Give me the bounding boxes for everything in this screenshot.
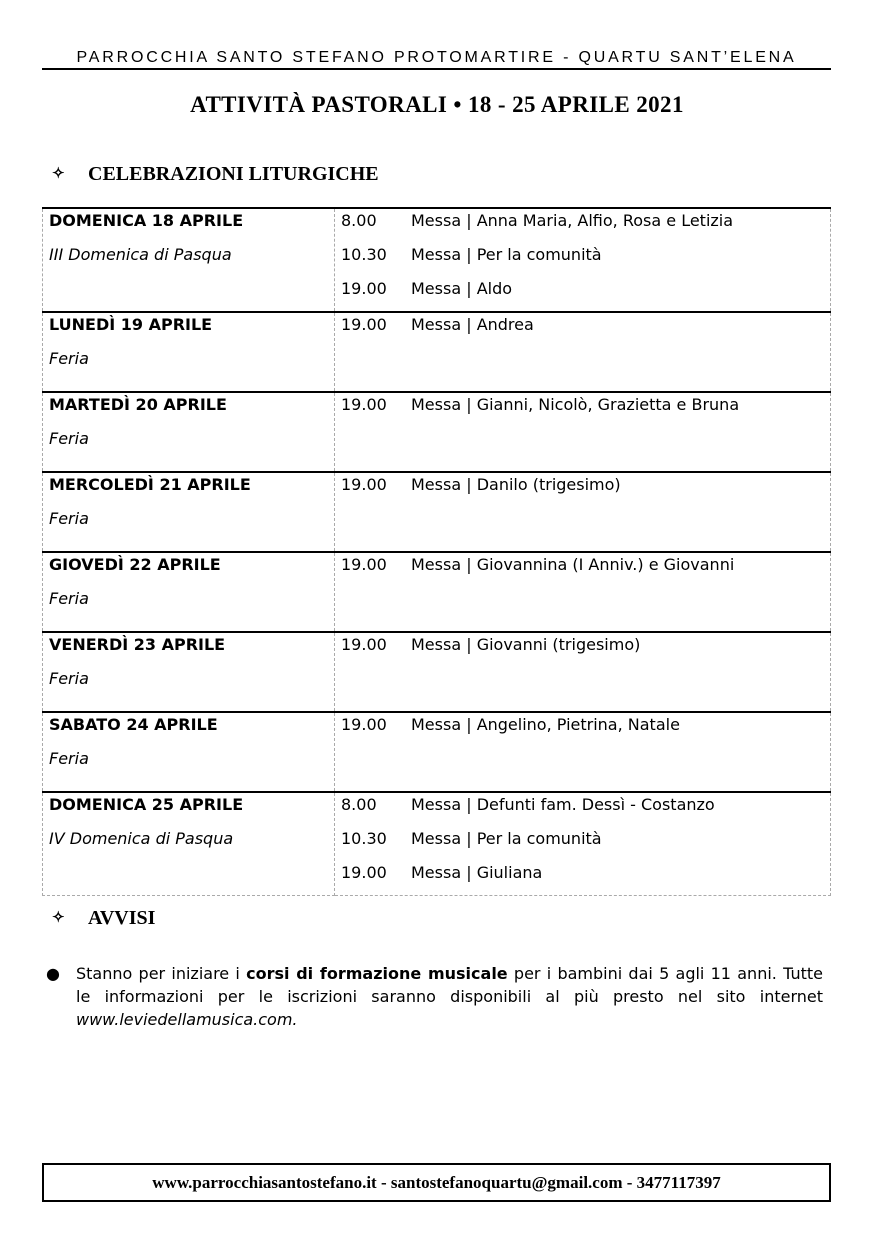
- section-notices: [52, 907, 155, 930]
- section-notices-label: AVVISI: [88, 907, 156, 929]
- mass-cell: [335, 208, 831, 312]
- day-cell: [43, 208, 335, 312]
- mass-intention: Messa | Anna Maria, Alfio, Rosa e Letizia: [411, 211, 734, 230]
- mass-intention: Messa | Angelino, Pietrina, Natale: [411, 715, 680, 734]
- mass-time: 19.00: [341, 715, 387, 734]
- mass-entry: [341, 313, 830, 347]
- celebrations-table: [42, 207, 831, 896]
- mass-time: 19.00: [341, 555, 387, 574]
- mass-intention: Messa | Defunti fam. Dessì - Costanzo: [411, 795, 715, 814]
- mass-time: 19.00: [341, 279, 387, 298]
- mass-intention: Messa | Danilo (trigesimo): [411, 475, 621, 494]
- day-liturgy: IV Domenica di Pasqua: [49, 829, 234, 848]
- notice-text-bold: corsi di formazione musicale: [246, 964, 508, 983]
- section-celebrations: [52, 163, 379, 186]
- mass-time: 8.00: [341, 795, 377, 814]
- mass-time: 19.00: [341, 863, 387, 882]
- mass-intention: Messa | Per la comunità: [411, 829, 602, 848]
- day-cell: [43, 792, 335, 896]
- mass-entry: [341, 827, 830, 861]
- page-title: ATTIVITÀ PASTORALI • 18 - 25 APRILE 2021: [190, 92, 684, 117]
- mass-entry: [341, 277, 830, 311]
- day-cell: [43, 632, 335, 712]
- day-name: VENERDÌ 23 APRILE: [49, 635, 226, 654]
- mass-entry: [341, 243, 830, 277]
- day-cell: [43, 312, 335, 392]
- notice-text-before: Stanno per iniziare i: [76, 964, 247, 983]
- section-celebrations-label: CELEBRAZIONI LITURGICHE: [88, 163, 379, 185]
- mass-cell: [335, 552, 831, 632]
- mass-time: 8.00: [341, 211, 377, 230]
- mass-time: 19.00: [341, 315, 387, 334]
- notice-link[interactable]: www.leviedellamusica.com.: [76, 1010, 298, 1029]
- mass-intention: Messa | Gianni, Nicolò, Grazietta e Bruna: [411, 395, 740, 414]
- mass-cell: [335, 312, 831, 392]
- day-liturgy: Feria: [49, 509, 89, 528]
- bullet-dot-icon: ●: [46, 964, 60, 983]
- parish-header: PARROCCHIA SANTO STEFANO PROTOMARTIRE - QUARTU SANT’ELENA: [42, 48, 831, 70]
- day-name: SABATO 24 APRILE: [49, 715, 218, 734]
- day-name: LUNEDÌ 19 APRILE: [49, 315, 213, 334]
- contact-footer: www.parrocchiasantostefano.it - santostefanoquartu@gmail.com - 3477117397: [42, 1163, 831, 1202]
- mass-cell: [335, 392, 831, 472]
- day-name: DOMENICA 18 APRILE: [49, 211, 244, 230]
- notice-item: [76, 962, 823, 1031]
- day-liturgy: Feria: [49, 749, 89, 768]
- day-liturgy: Feria: [49, 349, 89, 368]
- mass-entry: [341, 793, 830, 827]
- mass-intention: Messa | Giovanni (trigesimo): [411, 635, 641, 654]
- mass-entry: [341, 553, 830, 587]
- day-row: [43, 208, 831, 312]
- day-row: [43, 312, 831, 392]
- mass-time: 19.00: [341, 395, 387, 414]
- day-cell: [43, 392, 335, 472]
- day-row: [43, 552, 831, 632]
- notice-text-after: per i bambini dai 5 agli 11 anni. Tutte le informazioni per le iscrizioni saranno disponibili al più presto nel sito internet: [76, 964, 823, 1006]
- mass-cell: [335, 712, 831, 792]
- mass-intention: Messa | Andrea: [411, 315, 534, 334]
- mass-cell: [335, 472, 831, 552]
- day-row: [43, 632, 831, 712]
- day-name: MARTEDÌ 20 APRILE: [49, 395, 227, 414]
- mass-intention: Messa | Aldo: [411, 279, 513, 298]
- day-name: GIOVEDÌ 22 APRILE: [49, 555, 221, 574]
- day-liturgy: Feria: [49, 429, 89, 448]
- day-cell: [43, 712, 335, 792]
- mass-intention: Messa | Per la comunità: [411, 245, 602, 264]
- mass-entry: [341, 209, 830, 243]
- day-liturgy: III Domenica di Pasqua: [49, 245, 232, 264]
- day-row: [43, 712, 831, 792]
- mass-time: 19.00: [341, 475, 387, 494]
- mass-intention: Messa | Giovannina (I Anniv.) e Giovanni: [411, 555, 735, 574]
- star-bullet-icon: ✧: [52, 910, 65, 926]
- day-name: MERCOLEDÌ 21 APRILE: [49, 475, 251, 494]
- mass-entry: [341, 713, 830, 747]
- day-row: [43, 392, 831, 472]
- mass-entry: [341, 393, 830, 427]
- mass-time: 19.00: [341, 635, 387, 654]
- day-cell: [43, 472, 335, 552]
- day-liturgy: Feria: [49, 589, 89, 608]
- mass-time: 10.30: [341, 829, 387, 848]
- mass-cell: [335, 632, 831, 712]
- day-row: [43, 472, 831, 552]
- star-bullet-icon: ✧: [52, 166, 65, 182]
- mass-cell: [335, 792, 831, 896]
- mass-entry: [341, 633, 830, 667]
- mass-entry: [341, 473, 830, 507]
- day-cell: [43, 552, 335, 632]
- day-name: DOMENICA 25 APRILE: [49, 795, 244, 814]
- mass-time: 10.30: [341, 245, 387, 264]
- mass-intention: Messa | Giuliana: [411, 863, 543, 882]
- day-liturgy: Feria: [49, 669, 89, 688]
- mass-entry: [341, 861, 830, 895]
- day-row: [43, 792, 831, 896]
